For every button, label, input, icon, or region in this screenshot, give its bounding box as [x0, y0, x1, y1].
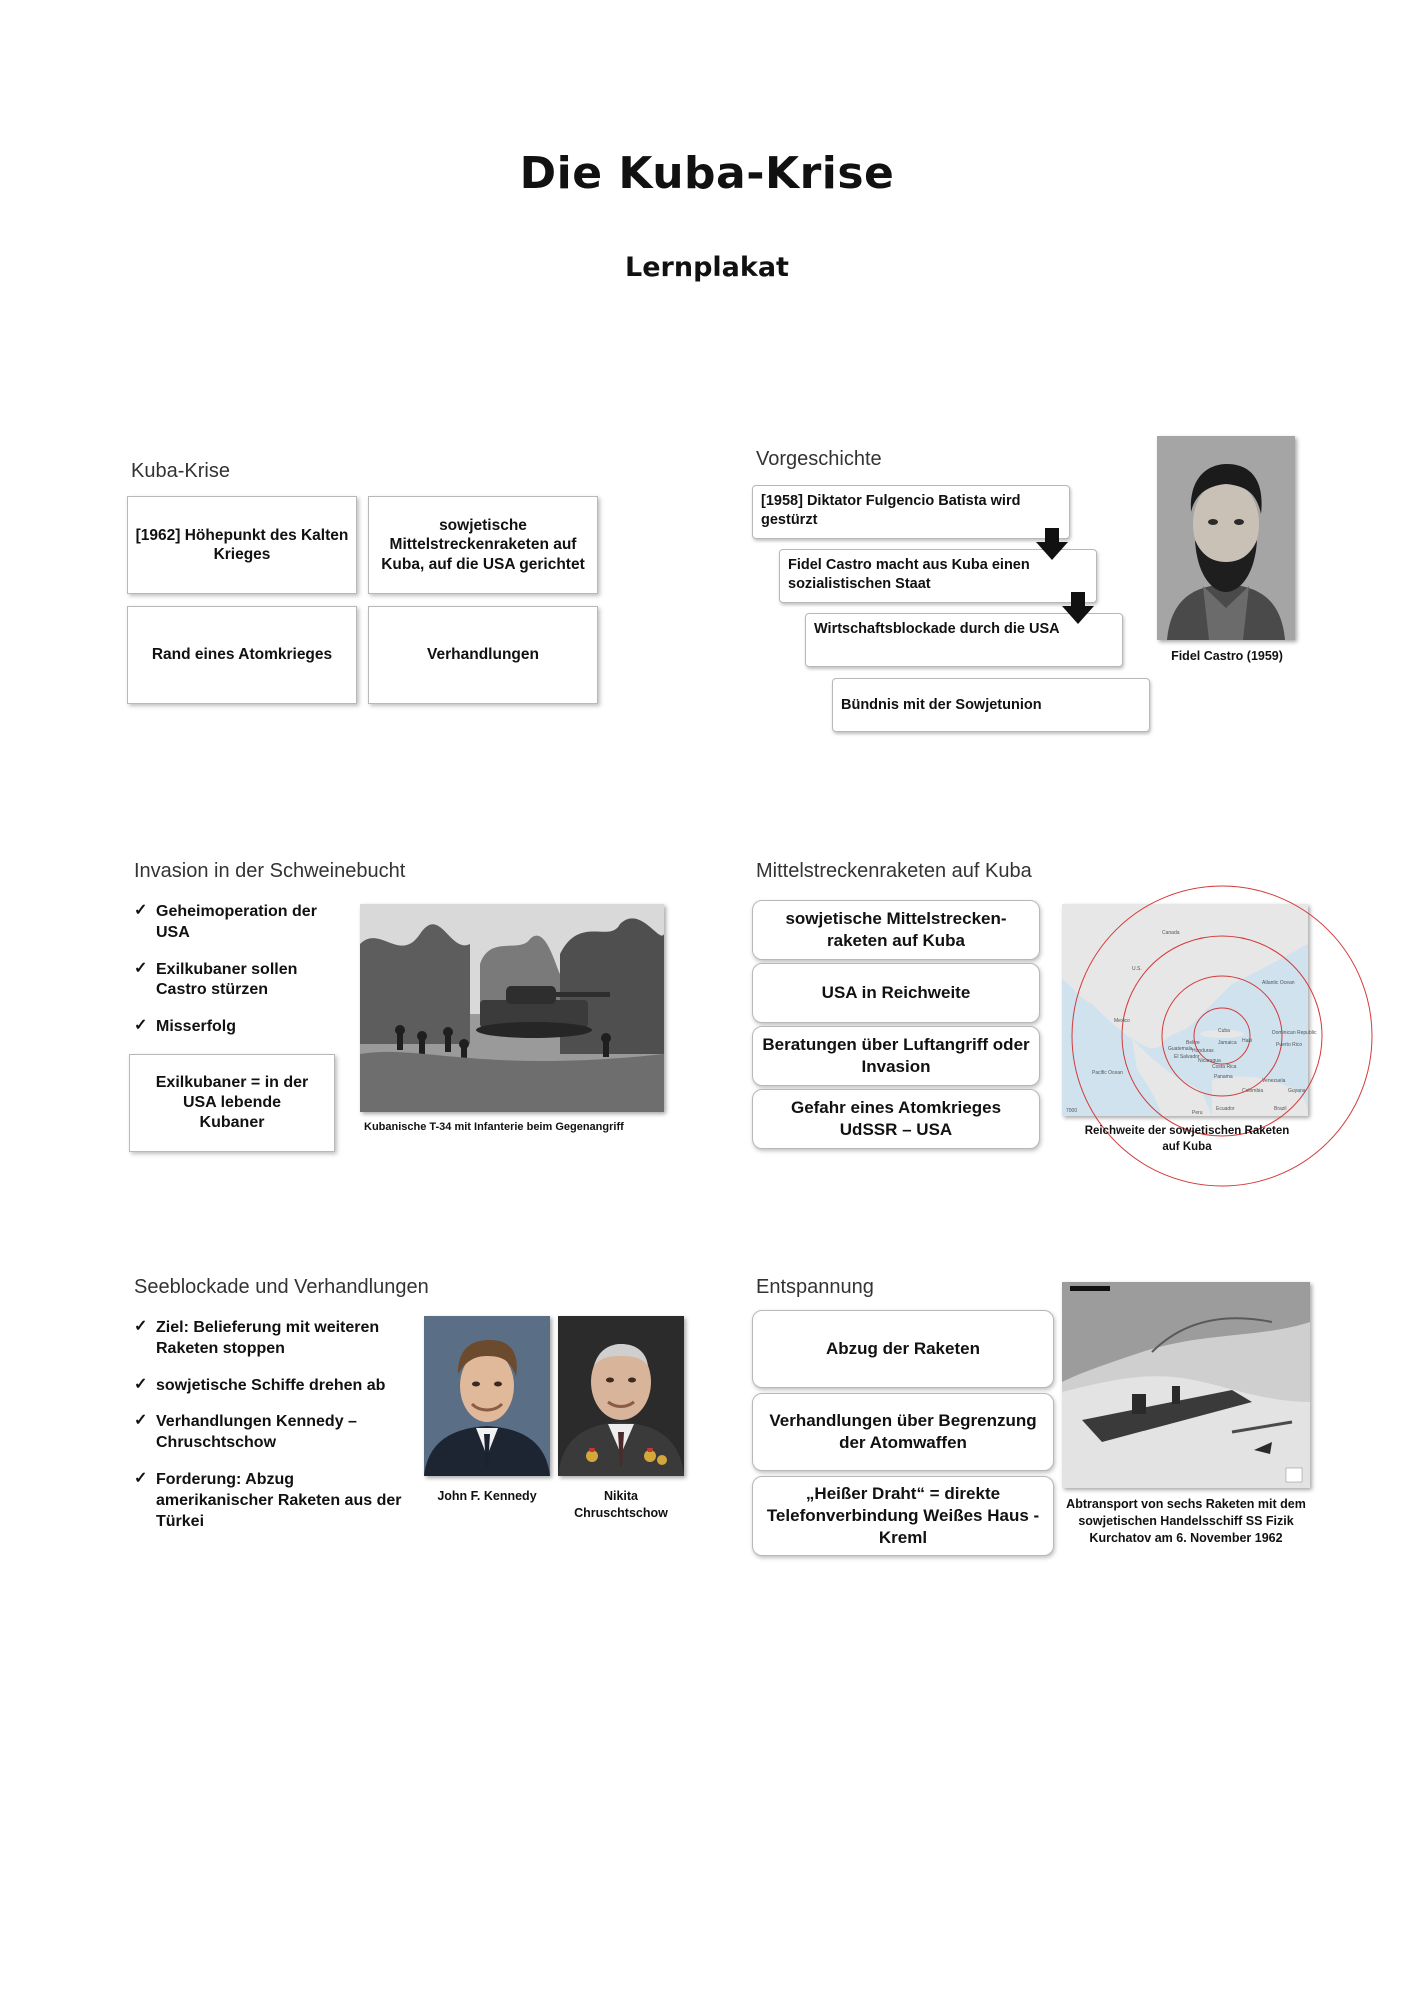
kuba-krise-box-4: Verhandlungen	[368, 606, 598, 704]
svg-text:Canada: Canada	[1162, 930, 1180, 936]
ship-photo-caption: Abtransport von sechs Raketen mit dem sowjetischen Handelsschiff SS Fizik Kurchatov am 6. November 1962	[1066, 1497, 1306, 1545]
missile-range-map	[1062, 904, 1317, 1116]
svg-text:Jamaica: Jamaica	[1218, 1040, 1237, 1046]
checkmark-icon: ✓	[134, 1318, 148, 1335]
svg-text:Colombia: Colombia	[1242, 1088, 1264, 1094]
svg-text:Mexico: Mexico	[1114, 1018, 1130, 1024]
svg-text:Venezuela: Venezuela	[1262, 1078, 1286, 1084]
svg-text:Haiti: Haiti	[1242, 1038, 1253, 1044]
checkmark-icon: ✓	[134, 1375, 148, 1393]
list-item: ✓ Forderung: Abzug amerikanischer Raketen aus der Türkei	[134, 1469, 402, 1530]
svg-text:Honduras: Honduras	[1192, 1048, 1214, 1054]
kuba-krise-box-3: Rand eines Atomkrieges	[127, 606, 357, 704]
section-heading-seeblockade: Seeblockade und Verhandlungen	[134, 1276, 429, 1298]
svg-text:Pacific Ocean: Pacific Ocean	[1092, 1070, 1123, 1076]
section-heading-kuba-krise: Kuba-Krise	[131, 460, 230, 482]
svg-text:U.S.: U.S.	[1132, 966, 1142, 972]
checkmark-icon: ✓	[134, 1017, 148, 1035]
svg-text:Atlantic Ocean: Atlantic Ocean	[1262, 980, 1295, 986]
battle-photo-caption: Kubanische T-34 mit Infanterie beim Gegenangriff	[364, 1121, 624, 1133]
ship-photo	[1062, 1282, 1310, 1488]
vorgeschichte-step-4: Bündnis mit der Sowjetunion	[832, 678, 1150, 732]
svg-text:Dominican Republic: Dominican Republic	[1272, 1030, 1317, 1036]
checkmark-icon: ✓	[134, 1412, 148, 1430]
svg-text:Nicaragua: Nicaragua	[1198, 1058, 1221, 1064]
chruschtschow-caption: Nikita Chruschtschow	[574, 1489, 668, 1520]
list-item: ✓ Ziel: Belieferung mit weiteren Raketen stoppen	[134, 1318, 380, 1357]
svg-text:Guatemala: Guatemala	[1168, 1046, 1193, 1052]
svg-text:Cuba: Cuba	[1218, 1028, 1230, 1034]
list-item: ✓ Exilkubaner sollen Castro stürzen	[134, 959, 298, 999]
vorgeschichte-step-2: Fidel Castro macht aus Kuba einen sozialistischen Staat	[779, 549, 1097, 603]
invasion-list	[134, 902, 344, 1054]
kennedy-photo	[424, 1316, 550, 1476]
exilkubaner-definition-box: Exilkubaner = in der USA lebende Kubaner	[129, 1054, 335, 1152]
kennedy-caption: John F. Kennedy	[437, 1489, 537, 1503]
raketen-box-2: USA in Reichweite	[752, 963, 1040, 1023]
svg-text:Costa Rica: Costa Rica	[1212, 1064, 1237, 1070]
vorgeschichte-step-1: [1958] Diktator Fulgencio Batista wird gestürzt	[752, 485, 1070, 539]
svg-text:Guyana: Guyana	[1288, 1088, 1306, 1094]
section-heading-entspannung: Entspannung	[756, 1276, 874, 1298]
raketen-box-4: Gefahr eines Atomkrieges UdSSR – USA	[752, 1089, 1040, 1149]
battle-photo	[360, 904, 664, 1112]
section-heading-invasion: Invasion in der Schweinebucht	[134, 860, 406, 882]
entspannung-box-3: „Heißer Draht“ = direkte Telefonverbindung Weißes Haus - Kreml	[752, 1476, 1054, 1556]
fidel-castro-caption: Fidel Castro (1959)	[1171, 649, 1283, 663]
entspannung-box-1: Abzug der Raketen	[752, 1310, 1054, 1388]
svg-text:Puerto Rico: Puerto Rico	[1276, 1042, 1303, 1048]
svg-text:Brazil: Brazil	[1274, 1106, 1287, 1112]
svg-text:Panama: Panama	[1214, 1074, 1233, 1080]
fidel-castro-photo	[1157, 436, 1295, 640]
chruschtschow-photo	[558, 1316, 684, 1476]
kuba-krise-box-2: sowjetische Mittelstreckenraketen auf Kuba, auf die USA gerichtet	[368, 496, 598, 594]
section-heading-raketen: Mittelstreckenraketen auf Kuba	[756, 860, 1032, 882]
svg-text:Belize: Belize	[1186, 1040, 1200, 1046]
svg-text:El Salvador: El Salvador	[1174, 1054, 1200, 1060]
seeblockade-list	[134, 1318, 414, 1548]
section-heading-vorgeschichte: Vorgeschichte	[756, 448, 882, 470]
list-item: ✓ Geheimoperation der USA	[134, 902, 317, 941]
checkmark-icon: ✓	[134, 1469, 148, 1487]
checkmark-icon: ✓	[134, 959, 148, 977]
list-item: ✓ sowjetische Schiffe drehen ab	[134, 1375, 386, 1394]
kuba-krise-box-1: [1962] Höhepunkt des Kalten Krieges	[127, 496, 357, 594]
page-title: Die Kuba-Krise	[519, 148, 895, 199]
svg-text:Peru: Peru	[1192, 1110, 1203, 1116]
checkmark-icon: ✓	[134, 902, 148, 919]
page-subtitle: Lernplakat	[625, 252, 789, 283]
svg-text:Ecuador: Ecuador	[1216, 1106, 1235, 1112]
raketen-box-3: Beratungen über Luftangriff oder Invasion	[752, 1026, 1040, 1086]
list-item: ✓ Misserfolg	[134, 1017, 237, 1036]
vorgeschichte-step-3: Wirtschaftsblockade durch die USA	[805, 613, 1123, 667]
svg-text:7000: 7000	[1066, 1108, 1078, 1114]
missile-range-map-caption: Reichweite der sowjetischen Raketen auf Kuba	[1084, 1125, 1290, 1153]
list-item: ✓ Verhandlungen Kennedy – Chruschtschow	[134, 1412, 357, 1452]
entspannung-box-2: Verhandlungen über Begrenzung der Atomwaffen	[752, 1393, 1054, 1471]
raketen-box-1: sowjetische Mittelstrecken-raketen auf Kuba	[752, 900, 1040, 960]
